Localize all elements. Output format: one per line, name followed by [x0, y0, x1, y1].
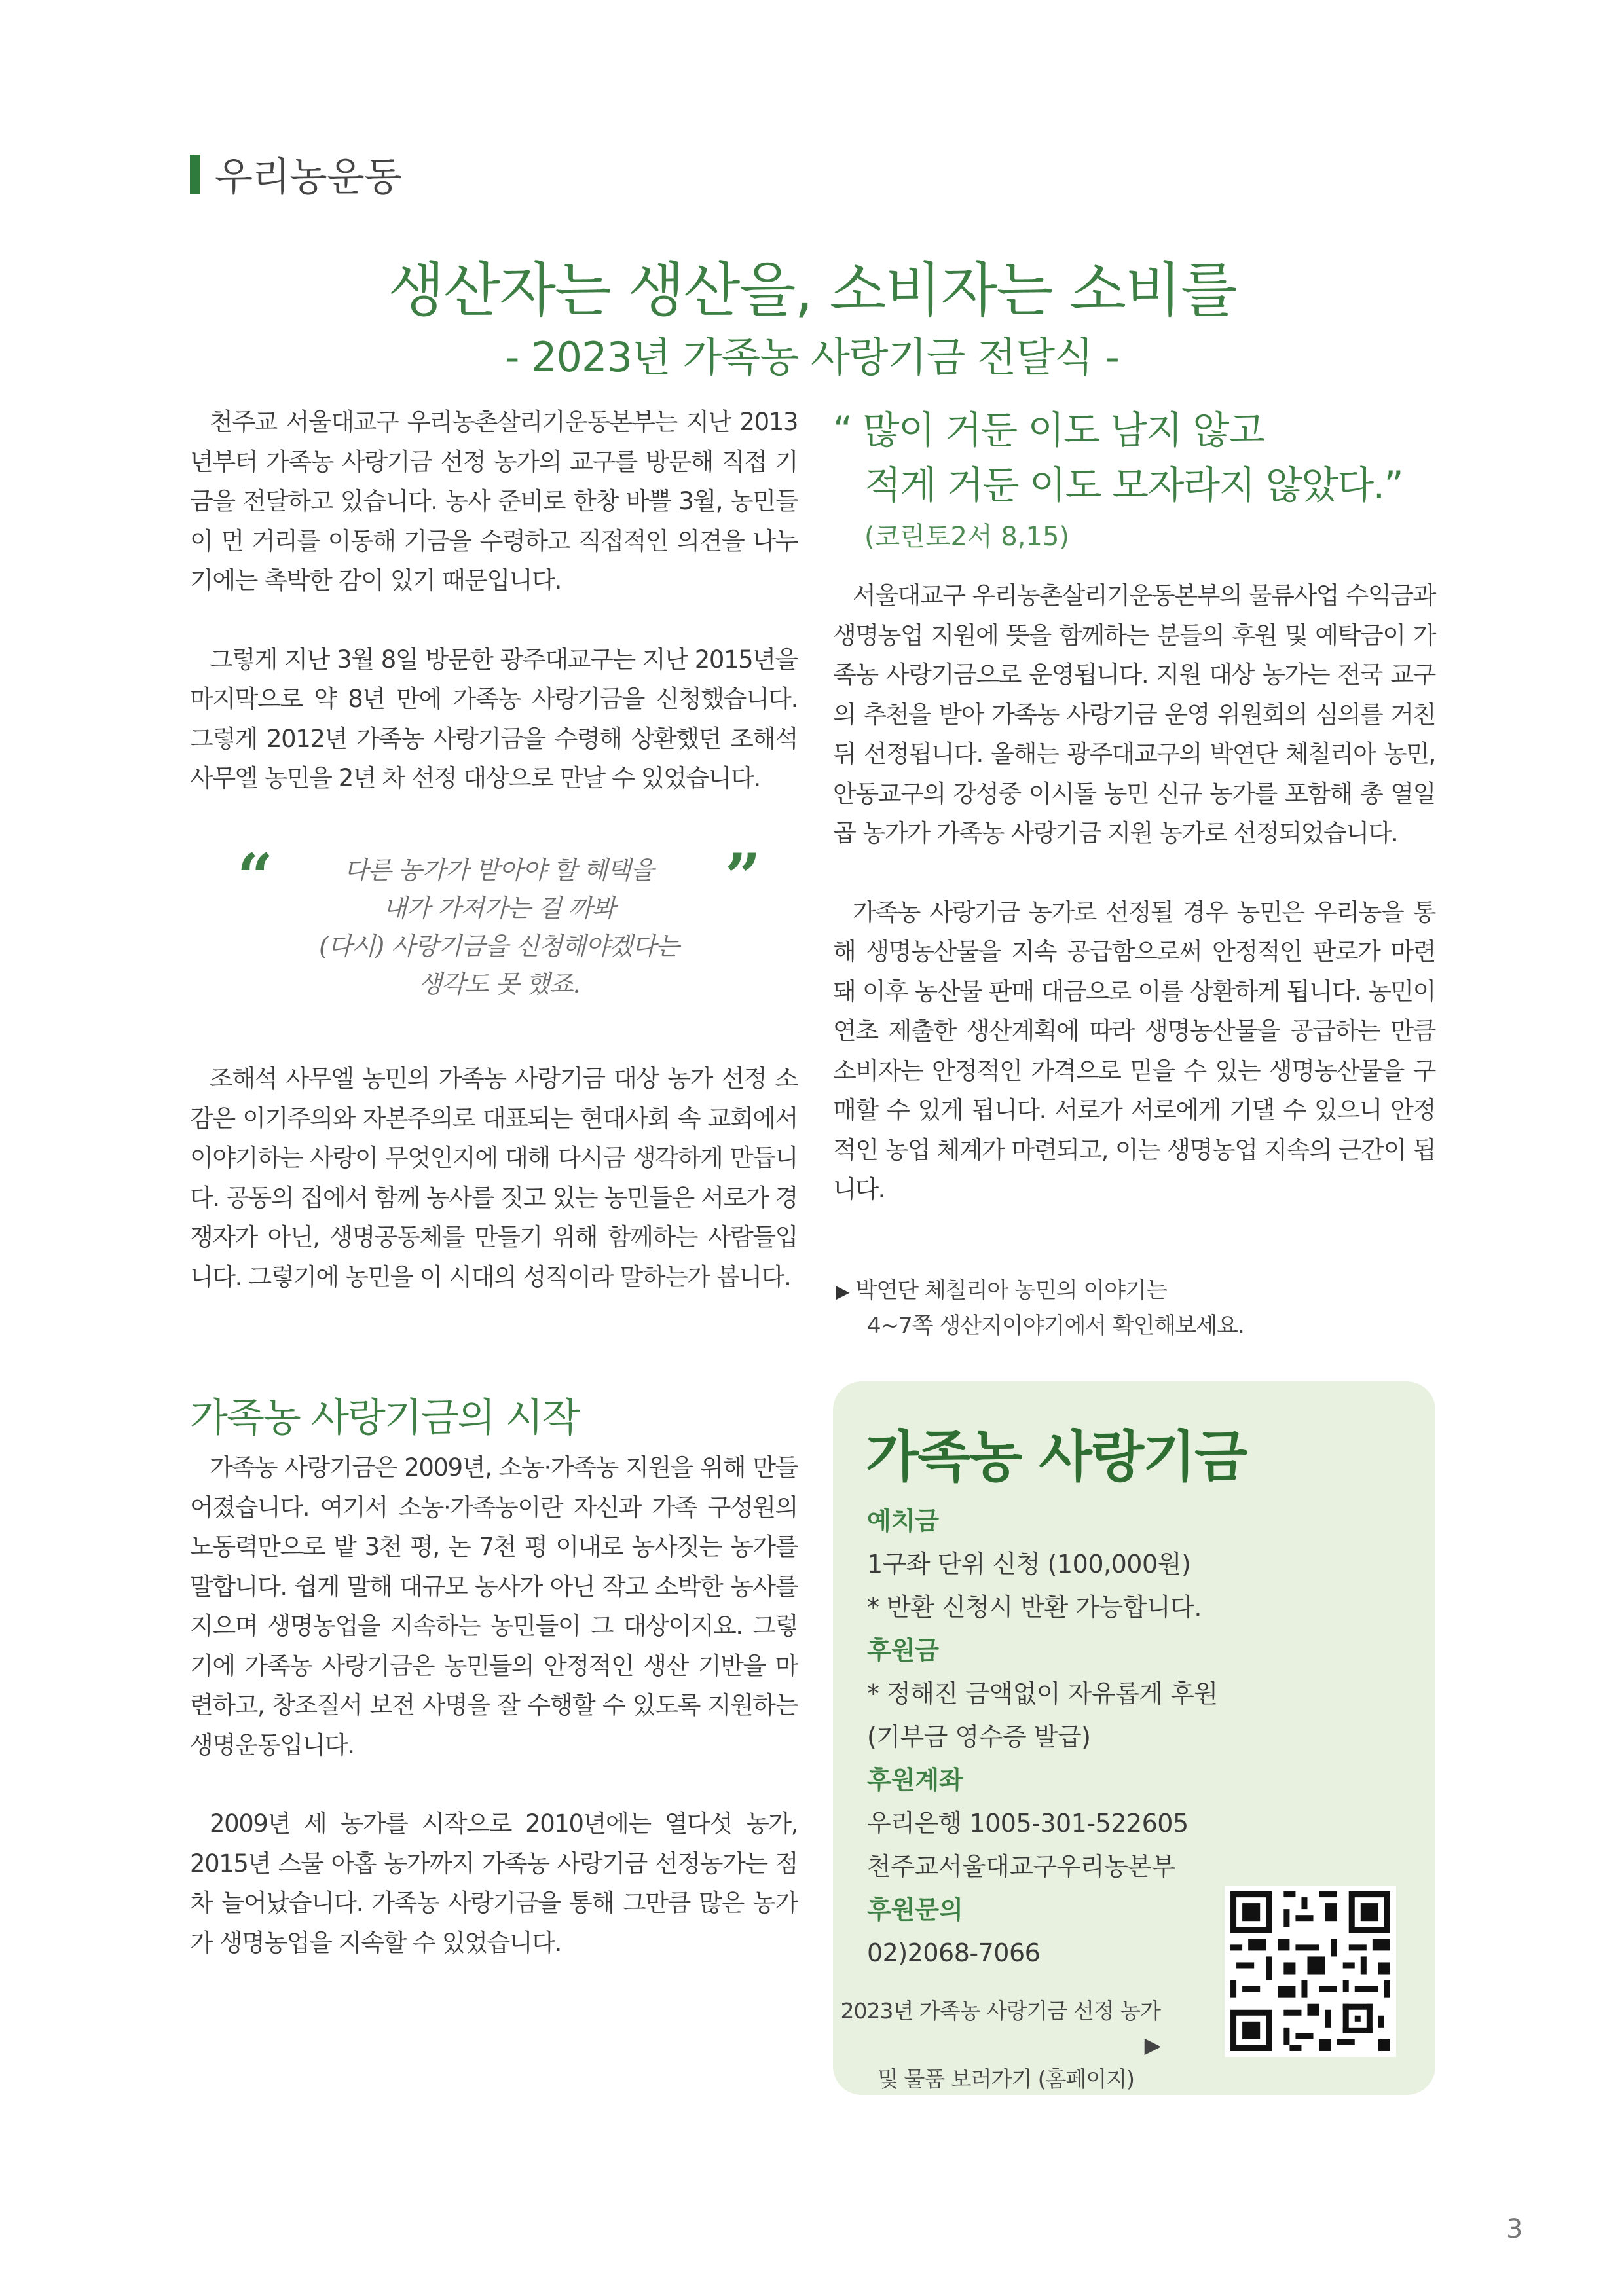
account-holder: 천주교서울대교구우리농본부 [867, 1852, 1175, 1881]
qr-caption [833, 1994, 1160, 2096]
qr-caption-line: 2023년 가족농 사랑기금 선정 농가 [840, 1998, 1160, 2024]
left-paragraph-4: 가족농 사랑기금은 2009년, 소농·가족농 지원을 위해 만들어졌습니다. 여기서 소농·가족농이란 자신과 가족 구성원의 노동력만으로 밭 3천 평, 논 7천 평 이내로 농사짓는 농가를 말합니다. 쉽게 말해 대규모 농사가 아닌 작고 소박한 농사를 지으며 생명농업을 지속하는 농민들이 그 대상이지요. 그렇기에 가족농 사랑기금은 농민들의 안정적인 생산 기반을 마련하고, 창조질서 보전 사명을 잘 수행할 수 있도록 지원하는 생명운동입니다. [190, 1453, 798, 1759]
page-number: 3 [1506, 2214, 1523, 2244]
bible-quote-line: 적게 거둔 이도 모자라지 않았다.” [864, 463, 1403, 507]
left-paragraph-1: 천주교 서울대교구 우리농촌살리기운동본부는 지난 2013년부터 가족농 사랑기금 선정 농가의 교구를 방문해 직접 기금을 전달하고 있습니다. 농사 준비로 한창 바쁠 3월, 농민들이 먼 거리를 이동해 기금을 수령하고 직접적인 의견을 나누기에는 촉박한 감이 있기 때문입니다. [190, 408, 798, 594]
right-column-text [833, 576, 1435, 1210]
note-line: 4~7쪽 생산지이야기에서 확인해보세요. [867, 1313, 1244, 1339]
quote-open-mark: “ [237, 840, 274, 914]
qr-caption-line: 및 물품 보러가기 (홈페이지) [877, 2066, 1134, 2092]
right-paragraph-1: 서울대교구 우리농촌살리기운동본부의 물류사업 수익금과 생명농업 지원에 뜻을 함께하는 분들의 후원 및 예탁금이 가족농 사랑기금으로 운영됩니다. 지원 대상 농가는 전국 교구의 추천을 받아 가족농 사랑기금 운영 위원회의 심의를 거친 뒤 선정됩니다. 올해는 광주대교구의 박연단 체칠리아 농민, 안동교구의 강성중 이시돌 농민 신규 농가를 포함해 총 열일곱 농가가 가족농 사랑기금 지원 농가로 선정되었습니다. [833, 581, 1435, 847]
left-paragraph-5: 2009년 세 농가를 시작으로 2010년에는 열다섯 농가, 2015년 스물 아홉 농가까지 가족농 사랑기금 선정농가는 점차 늘어났습니다. 가족농 사랑기금을 통해 그만큼 많은 농가가 생명농업을 지속할 수 있었습니다. [190, 1810, 798, 1957]
donation-line: (기부금 영수증 발급) [867, 1722, 1091, 1751]
left-column-bottom [190, 1448, 798, 1963]
fund-box-title: 가족농 사랑기금 [866, 1425, 1247, 1489]
section-tag [190, 152, 401, 200]
left-paragraph-2: 그렇게 지난 3월 8일 방문한 광주대교구는 지난 2015년을 마지막으로 약 8년 만에 가족농 사랑기금을 신청했습니다. 그렇게 2012년 가족농 사랑기금을 수령해 상환했던 조해석 사무엘 농민을 2년 차 선정 대상으로 만날 수 있었습니다. [190, 645, 798, 792]
donation-line: * 정해진 금액없이 자유롭게 후원 [867, 1679, 1218, 1708]
qr-code-icon[interactable] [1225, 1886, 1396, 2057]
left-column-mid [190, 1059, 798, 1297]
donation-label: 후원금 [867, 1636, 940, 1665]
left-column-top [190, 403, 798, 799]
quote-close-mark: ” [724, 840, 761, 914]
section-tag-bar [190, 155, 200, 194]
bible-quote-line: “ 많이 거둔 이도 남지 않고 [833, 408, 1264, 452]
bible-quote [833, 403, 1403, 513]
account-label: 후원계좌 [867, 1766, 963, 1795]
quote-text [237, 851, 761, 1003]
quote-line: 내가 가져가는 걸 까봐 [382, 894, 616, 922]
section-heading: 가족농 사랑기금의 시작 [190, 1395, 579, 1441]
account-number: 우리은행 1005-301-522605 [867, 1809, 1189, 1838]
story-note [836, 1273, 1244, 1343]
bible-reference: (코린토2서 8,15) [864, 522, 1069, 552]
right-paragraph-2: 가족농 사랑기금 농가로 선정될 경우 농민은 우리농을 통해 생명농산물을 지속 공급함으로써 안정적인 판로가 마련돼 이후 농산물 판매 대금으로 이를 상환하게 됩니다. 농민이 연초 제출한 생산계획에 따라 생명농산물을 공급하는 만큼 소비자는 안정적인 가격으로 믿을 수 있는 생명농산물을 구매할 수 있게 됩니다. 서로가 서로에게 기댈 수 있으니 안정적인 농업 체계가 마련되고, 이는 생명농업 지속의 근간이 됩니다. [833, 898, 1435, 1203]
quote-line: 다른 농가가 받아야 할 혜택을 [344, 856, 654, 884]
triangle-right-icon: ▶ [1144, 2032, 1160, 2058]
deposit-label: 예치금 [867, 1506, 940, 1535]
deposit-line: * 반환 신청시 반환 가능합니다. [867, 1593, 1202, 1622]
quote-line: (다시) 사랑기금을 신청해야겠다는 [319, 932, 679, 960]
farmer-quote [237, 840, 761, 1003]
section-tag-label: 우리농운동 [215, 155, 401, 200]
fund-info-box [833, 1381, 1435, 2095]
left-paragraph-3: 조해석 사무엘 농민의 가족농 사랑기금 대상 농가 선정 소감은 이기주의와 자본주의로 대표되는 현대사회 속 교회에서 이야기하는 사랑이 무엇인지에 대해 다시금 생각하게 만듭니다. 공동의 집에서 함께 농사를 짓고 있는 농민들은 서로가 경쟁자가 아닌, 생명공동체를 만들기 위해 함께하는 사람들입니다. 그렇기에 농민을 이 시대의 성직이라 말하는가 봅니다. [190, 1065, 798, 1291]
triangle-right-icon: ▶ [836, 1281, 849, 1302]
deposit-line: 1구좌 단위 신청 (100,000원) [867, 1550, 1191, 1578]
contact-label: 후원문의 [867, 1895, 963, 1924]
note-line: 박연단 체칠리아 농민의 이야기는 [855, 1277, 1167, 1303]
page-title: 생산자는 생산을, 소비자는 소비를 [388, 256, 1236, 325]
quote-line: 생각도 못 했죠. [418, 970, 580, 998]
contact-phone: 02)2068-7066 [867, 1939, 1041, 1967]
page-subtitle: - 2023년 가족농 사랑기금 전달식 - [505, 333, 1119, 381]
